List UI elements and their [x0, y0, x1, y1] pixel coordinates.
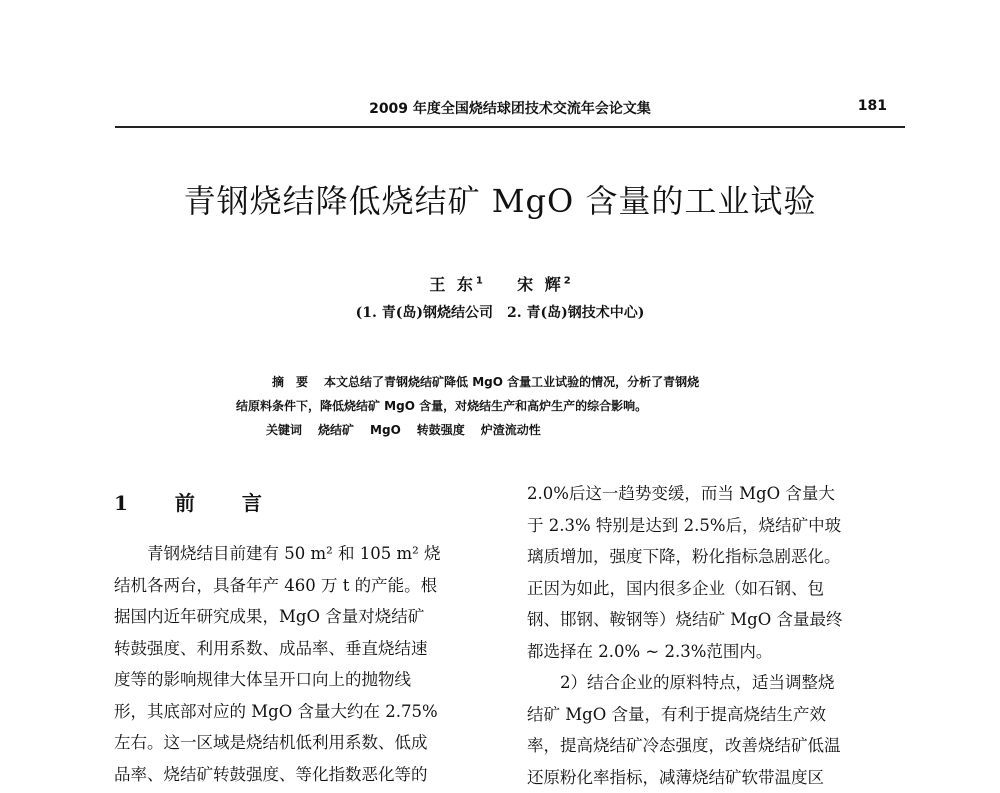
text-line: 度等的影响规律大体呈开口向上的抛物线 [114, 664, 494, 696]
text-line: 于 2.3% 特别是达到 2.5%后，烧结矿中玻 [527, 510, 907, 542]
running-header [115, 96, 905, 128]
author-name: 王 东 [429, 275, 476, 294]
text-line: 璃质增加，强度下降，粉化指标急剧恶化。 [527, 541, 907, 573]
affiliations: (1. 青(岛)钢烧结公司 2. 青(岛)钢技术中心) [0, 302, 1000, 322]
abstract-label: 摘 要 [272, 375, 308, 389]
abstract-line [236, 370, 796, 394]
abstract-text: 本文总结了青钢烧结矿降低 MgO 含量工业试验的情况，分析了青钢烧 [324, 375, 699, 389]
author-name: 宋 辉 [517, 275, 564, 294]
text-line: 钢、邯钢、鞍钢等）烧结矿 MgO 含量最终 [527, 604, 907, 636]
author-affil-mark: 1 [476, 276, 483, 287]
section-title: 前 言 [175, 491, 282, 515]
keywords-label: 关键词 [266, 423, 302, 437]
paper-title: 青钢烧结降低烧结矿 MgO 含量的工业试验 [0, 176, 1000, 222]
text-line: 品率、烧结矿转鼓强度、等化指数恶化等的 [114, 759, 494, 791]
text-line: 结矿 MgO 含量，有利于提高烧结生产效 [527, 699, 907, 731]
text-line: 左右。这一区域是烧结机低利用系数、低成 [114, 727, 494, 759]
page-number: 181 [858, 98, 887, 114]
text-line: 结机各两台，具备年产 460 万 t 的产能。根 [114, 570, 494, 602]
section-number: 1 [114, 491, 148, 515]
section-body [114, 538, 494, 790]
author-affil-mark: 2 [564, 276, 571, 287]
text-line: 2.0%后这一趋势变缓，而当 MgO 含量大 [527, 478, 907, 510]
keyword: 转鼓强度 [417, 423, 465, 437]
text-line: 率，提高烧结矿冷态强度，改善烧结矿低温 [527, 730, 907, 762]
text-line: 形，其底部对应的 MgO 含量大约在 2.75% [114, 696, 494, 728]
left-column [114, 478, 494, 790]
text-line: 都选择在 2.0% ~ 2.3%范围内。 [527, 636, 907, 668]
keyword: 烧结矿 [318, 423, 354, 437]
text-line: 正因为如此，国内很多企业（如石钢、包 [527, 573, 907, 605]
journal-title: 2009 年度全国烧结球团技术交流年会论文集 [115, 98, 905, 118]
author-list [0, 272, 1000, 295]
section-heading [114, 488, 494, 538]
keyword: MgO [370, 423, 401, 437]
text-line: 青钢烧结目前建有 50 m² 和 105 m² 烧 [114, 538, 494, 570]
abstract-block [236, 370, 796, 442]
text-line: 2）结合企业的原料特点，适当调整烧 [527, 667, 907, 699]
right-column [527, 478, 907, 793]
text-line: 转鼓强度、利用系数、成品率、垂直烧结速 [114, 633, 494, 665]
keywords-line [236, 418, 796, 442]
abstract-line: 结原料条件下，降低烧结矿 MgO 含量，对烧结生产和高炉生产的综合影响。 [236, 394, 796, 418]
keyword: 炉渣流动性 [481, 423, 541, 437]
text-line: 据国内近年研究成果，MgO 含量对烧结矿 [114, 601, 494, 633]
text-line: 还原粉化率指标，减薄烧结矿软带温度区 [527, 762, 907, 793]
